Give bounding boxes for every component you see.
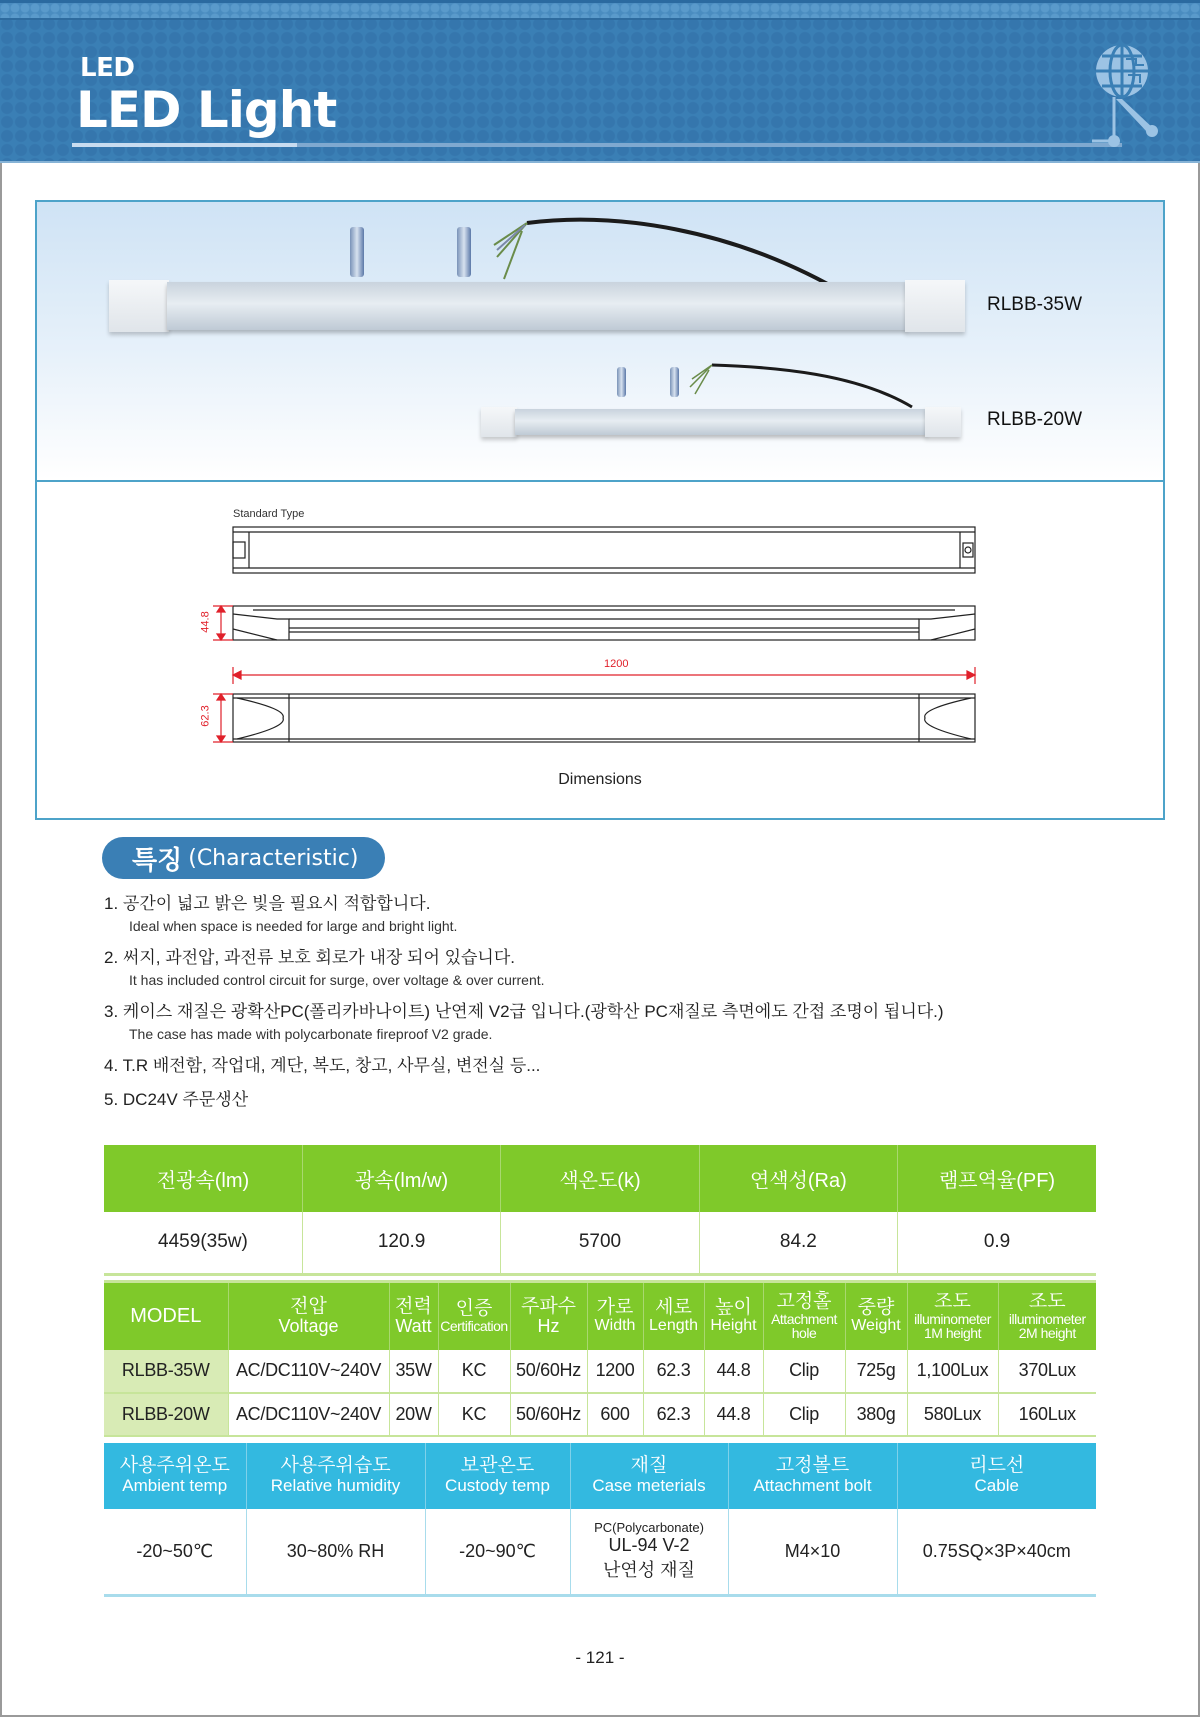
feature-item <box>104 946 1104 990</box>
table-row <box>104 1393 1096 1436</box>
model-cell: RLBB-20W <box>104 1393 228 1436</box>
table-row <box>104 1350 1096 1393</box>
lamp-20w <box>515 409 927 435</box>
table-cell: 600 <box>587 1393 643 1436</box>
product-panel <box>35 200 1165 820</box>
lamp-end-cap <box>905 280 965 332</box>
table-cell: 725g <box>845 1350 907 1393</box>
header-banner <box>0 0 1200 163</box>
feature-text-ko: 3. 케이스 재질은 광확산PC(폴리카바나이트) 난연제 V2급 입니다.(광학산 PC재질로 측면에도 간접 조명이 됩니다.) <box>104 1002 944 1021</box>
column-header-voltage: 전압 Voltage <box>228 1282 389 1350</box>
table-cell: 30~80% RH <box>246 1509 425 1595</box>
globe-circuit-logo-icon <box>1092 41 1162 151</box>
dimensions-caption: Dimensions <box>558 771 642 788</box>
mounting-clip <box>350 227 364 277</box>
table-cell: AC/DC110V~240V <box>228 1393 389 1436</box>
table-row <box>104 1212 1096 1274</box>
table-cell: AC/DC110V~240V <box>228 1350 389 1393</box>
mounting-clip <box>457 227 471 277</box>
table-cell: 62.3 <box>643 1350 704 1393</box>
column-header-cable: 리드선 Cable <box>897 1443 1096 1509</box>
lamp-end-cap <box>925 407 961 437</box>
column-header-material: 재질 Case meterials <box>570 1443 728 1509</box>
characteristic-heading <box>102 837 385 879</box>
column-header-model: MODEL <box>104 1282 228 1350</box>
table-cell: 35W <box>389 1350 438 1393</box>
column-header-attachment-hole: 고정홀 Attachment hole <box>763 1282 845 1350</box>
column-header-illuminance-1m: 조도 illuminometer 1M height <box>907 1282 998 1350</box>
table-cell: 380g <box>845 1393 907 1436</box>
column-header-watt: 전력 Watt <box>389 1282 438 1350</box>
column-header-custody-temp: 보관온도 Custody temp <box>425 1443 570 1509</box>
feature-text-ko: 4. T.R 배전함, 작업대, 계단, 복도, 창고, 사무실, 변전실 등... <box>104 1056 541 1075</box>
mounting-clip <box>670 367 679 397</box>
table-cell: -20~50℃ <box>104 1509 246 1595</box>
table-cell: 0.75SQ×3P×40cm <box>897 1509 1096 1595</box>
column-header-height: 높이 Height <box>704 1282 763 1350</box>
column-header: 램프역율(PF) <box>898 1145 1096 1212</box>
table-row <box>104 1509 1096 1595</box>
table-cell: M4×10 <box>728 1509 897 1595</box>
lamp-35w <box>167 282 907 330</box>
page-title: LED Light <box>76 81 337 139</box>
model-label-35w: RLBB-35W <box>987 294 1083 315</box>
table-cell: 4459(35w) <box>104 1212 302 1274</box>
feature-text-en: The case has made with polycarbonate fireproof V2 grade. <box>129 1026 493 1042</box>
table-cell: -20~90℃ <box>425 1509 570 1595</box>
column-header-illuminance-2m: 조도 illuminometer 2M height <box>998 1282 1096 1350</box>
column-header-weight: 중량 Weight <box>845 1282 907 1350</box>
feature-text-ko: 1. 공간이 넓고 밝은 빛을 필요시 적합합니다. <box>104 894 431 913</box>
product-photo <box>37 202 1163 482</box>
table-cell: 62.3 <box>643 1393 704 1436</box>
table-cell: KC <box>438 1393 510 1436</box>
model-cell: RLBB-35W <box>104 1350 228 1393</box>
column-header: 광속(lm/w) <box>302 1145 500 1212</box>
table-cell: 84.2 <box>699 1212 897 1274</box>
material-cell: PC(Polycarbonate) UL-94 V-2 난연성 재질 <box>570 1509 728 1595</box>
table-header-row <box>104 1145 1096 1212</box>
header-stripe <box>0 3 1200 20</box>
table-cell: 160Lux <box>998 1393 1096 1436</box>
dimension-height-label: 44.8 <box>199 611 212 633</box>
table-cell: 50/60Hz <box>510 1350 587 1393</box>
table-cell: 580Lux <box>907 1393 998 1436</box>
column-header-ambient-temp: 사용주위온도 Ambient temp <box>104 1443 246 1509</box>
table-cell: 44.8 <box>704 1393 763 1436</box>
table-cell: 5700 <box>501 1212 699 1274</box>
table-cell: 20W <box>389 1393 438 1436</box>
column-header-length: 세로 Length <box>643 1282 704 1350</box>
feature-text-en: It has included control circuit for surge, over voltage & over current. <box>129 972 545 988</box>
table-header-row <box>104 1443 1096 1509</box>
column-header: 연색성(Ra) <box>699 1145 897 1212</box>
table-cell: 370Lux <box>998 1350 1096 1393</box>
column-header-width: 가로 Width <box>587 1282 643 1350</box>
table-cell: 0.9 <box>898 1212 1096 1274</box>
feature-text-ko: 2. 써지, 과전압, 과전류 보호 회로가 내장 되어 있습니다. <box>104 948 515 967</box>
feature-item <box>104 1088 1104 1112</box>
column-header-bolt: 고정볼트 Attachment bolt <box>728 1443 897 1509</box>
column-header: 색온도(k) <box>501 1145 699 1212</box>
feature-text-ko: 5. DC24V 주문생산 <box>104 1090 249 1109</box>
spec-table <box>104 1280 1096 1437</box>
column-header-humidity: 사용주위습도 Relative humidity <box>246 1443 425 1509</box>
model-label-20w: RLBB-20W <box>987 409 1083 430</box>
page-number: - 121 - <box>575 1648 625 1667</box>
lamp-end-cap <box>109 280 169 332</box>
table-cell: 50/60Hz <box>510 1393 587 1436</box>
characteristic-heading-en: (Characteristic) <box>188 845 359 871</box>
feature-text-en: Ideal when space is needed for large and bright light. <box>129 918 458 934</box>
feature-item <box>104 1054 1104 1078</box>
characteristic-heading-ko: 특징 <box>132 845 183 876</box>
table-header-row <box>104 1282 1096 1350</box>
mounting-clip <box>617 367 626 397</box>
column-header-hz: 주파수 Hz <box>510 1282 587 1350</box>
table-cell: Clip <box>763 1393 845 1436</box>
power-cable-icon <box>687 362 917 412</box>
header-subtitle: LED <box>80 53 135 83</box>
dimension-drawing <box>37 484 1163 818</box>
feature-item <box>104 892 1104 936</box>
table-cell: 44.8 <box>704 1350 763 1393</box>
lamp-end-cap <box>481 407 517 437</box>
table-cell: 1,100Lux <box>907 1350 998 1393</box>
table-cell: 120.9 <box>302 1212 500 1274</box>
header-underline <box>72 143 1122 147</box>
environment-table <box>104 1443 1096 1597</box>
column-header-certification: 인증 Certification <box>438 1282 510 1350</box>
dimension-width-label: 62.3 <box>199 705 212 727</box>
table-cell: 1200 <box>587 1350 643 1393</box>
column-header: 전광속(lm) <box>104 1145 302 1212</box>
feature-list <box>104 892 1104 1122</box>
drawing-type-label: Standard Type <box>233 508 305 520</box>
table-cell: Clip <box>763 1350 845 1393</box>
table-cell: KC <box>438 1350 510 1393</box>
feature-item <box>104 1000 1104 1044</box>
dimension-length-label: 1200 <box>604 658 629 670</box>
photometric-table <box>104 1145 1096 1276</box>
